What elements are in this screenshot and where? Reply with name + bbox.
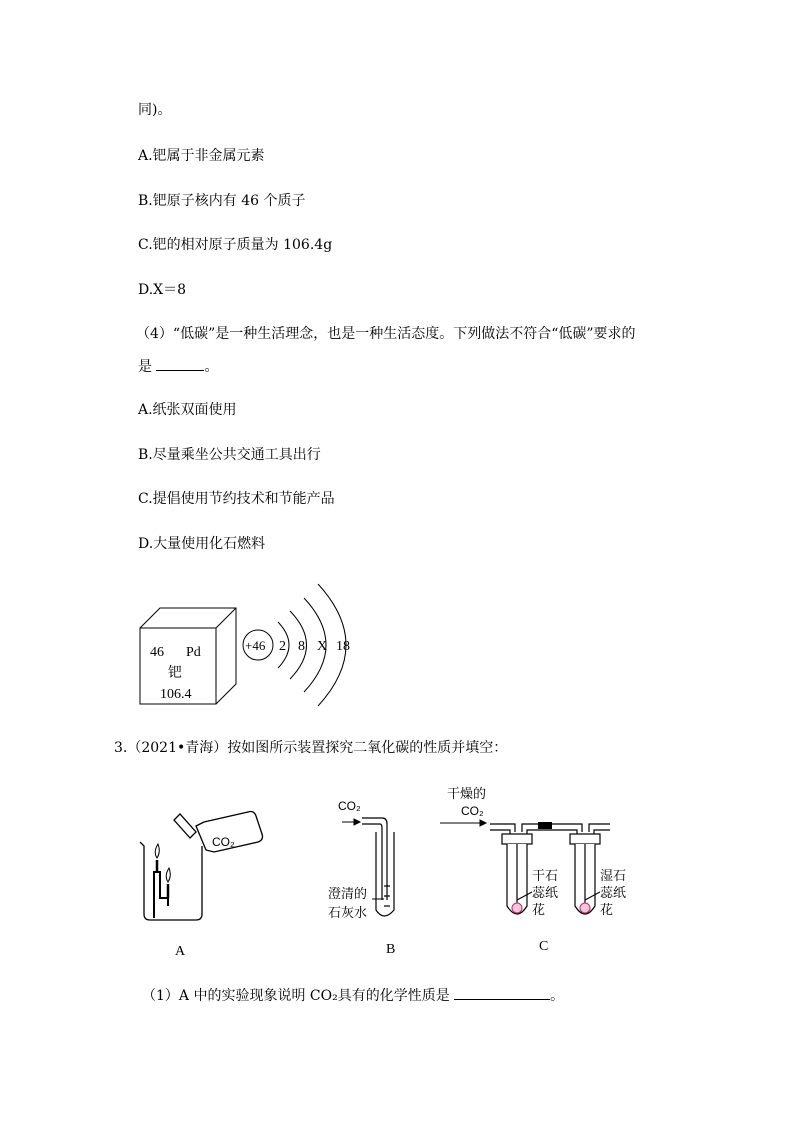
option-b: B.钯原子核内有 46 个质子	[138, 193, 306, 209]
arrow-b	[342, 819, 360, 825]
option4-d: D.大量使用化石燃料	[138, 536, 266, 552]
dry-flower-label-2: 蕊纸	[532, 885, 559, 900]
answer-blank-3-1[interactable]	[454, 985, 550, 1000]
right-tube-c	[570, 834, 600, 914]
dry-co2-label-2: CO₂	[461, 804, 484, 818]
continued-line: 同)。	[138, 102, 172, 118]
part4-question-cont: 是 。	[138, 356, 218, 376]
nucleus-charge: +46	[245, 638, 266, 653]
option4-c: C.提倡使用节约技术和节能产品	[138, 491, 335, 507]
limewater-label-2: 石灰水	[328, 905, 368, 920]
dry-co2-label-1: 干燥的	[447, 786, 487, 801]
atomic-mass: 106.4	[160, 687, 192, 702]
question-3-sub1: （1）A 中的实验现象说明 CO₂具有的化学性质是 。	[142, 985, 564, 1005]
apparatus-a	[140, 812, 263, 960]
atomic-number: 46	[150, 645, 164, 660]
option4-a: A.纸张双面使用	[138, 402, 237, 418]
co2-apparatus-figure	[130, 780, 650, 960]
shell-3-count: X	[317, 639, 328, 654]
shell-4-count: 18	[336, 639, 350, 654]
option-c: C.钯的相对原子质量为 106.4g	[138, 237, 333, 253]
part4-question: （4）“低碳”是一种生活理念，也是一种生活态度。下列做法不符合“低碳”要求的	[136, 326, 636, 342]
dry-flower-label-1: 干石	[532, 868, 559, 883]
question-3-stem: 3.（2021•青海）按如图所示装置探究二氧化碳的性质并填空：	[114, 740, 508, 756]
bottle-label: CO₂	[212, 835, 235, 849]
answer-blank[interactable]	[156, 356, 204, 371]
left-tube-c	[502, 834, 532, 914]
element-symbol: Pd	[186, 645, 201, 660]
option4-b: B.尽量乘坐公共交通工具出行	[138, 447, 321, 463]
step-stand	[154, 872, 168, 918]
clamp-joint	[538, 822, 552, 829]
option-a: A.钯属于非金属元素	[138, 148, 265, 164]
shell-1-count: 2	[279, 639, 286, 654]
wet-flower-label-2: 蕊纸	[600, 885, 627, 900]
apparatus-c	[440, 786, 626, 954]
palladium-figure	[130, 578, 370, 713]
option-d: D.X＝8	[138, 282, 187, 298]
dry-flower-label-3: 花	[532, 902, 546, 917]
caption-b: B	[386, 942, 396, 957]
arrow-c	[440, 820, 486, 826]
element-name: 钯	[168, 666, 182, 681]
co2-label-b: CO₂	[338, 799, 361, 813]
wet-flower-label-3: 花	[600, 902, 614, 917]
beaker	[140, 842, 202, 920]
test-tube-b	[376, 832, 394, 916]
caption-c: C	[539, 939, 549, 954]
shell-2-count: 8	[298, 639, 305, 654]
dry-litmus-flower	[512, 903, 522, 913]
limewater-label-1: 澄清的	[328, 886, 368, 901]
apparatus-b	[328, 799, 395, 957]
wet-litmus-flower	[580, 903, 590, 913]
caption-a: A	[175, 944, 186, 959]
wet-flower-label-1: 湿石	[600, 868, 627, 883]
